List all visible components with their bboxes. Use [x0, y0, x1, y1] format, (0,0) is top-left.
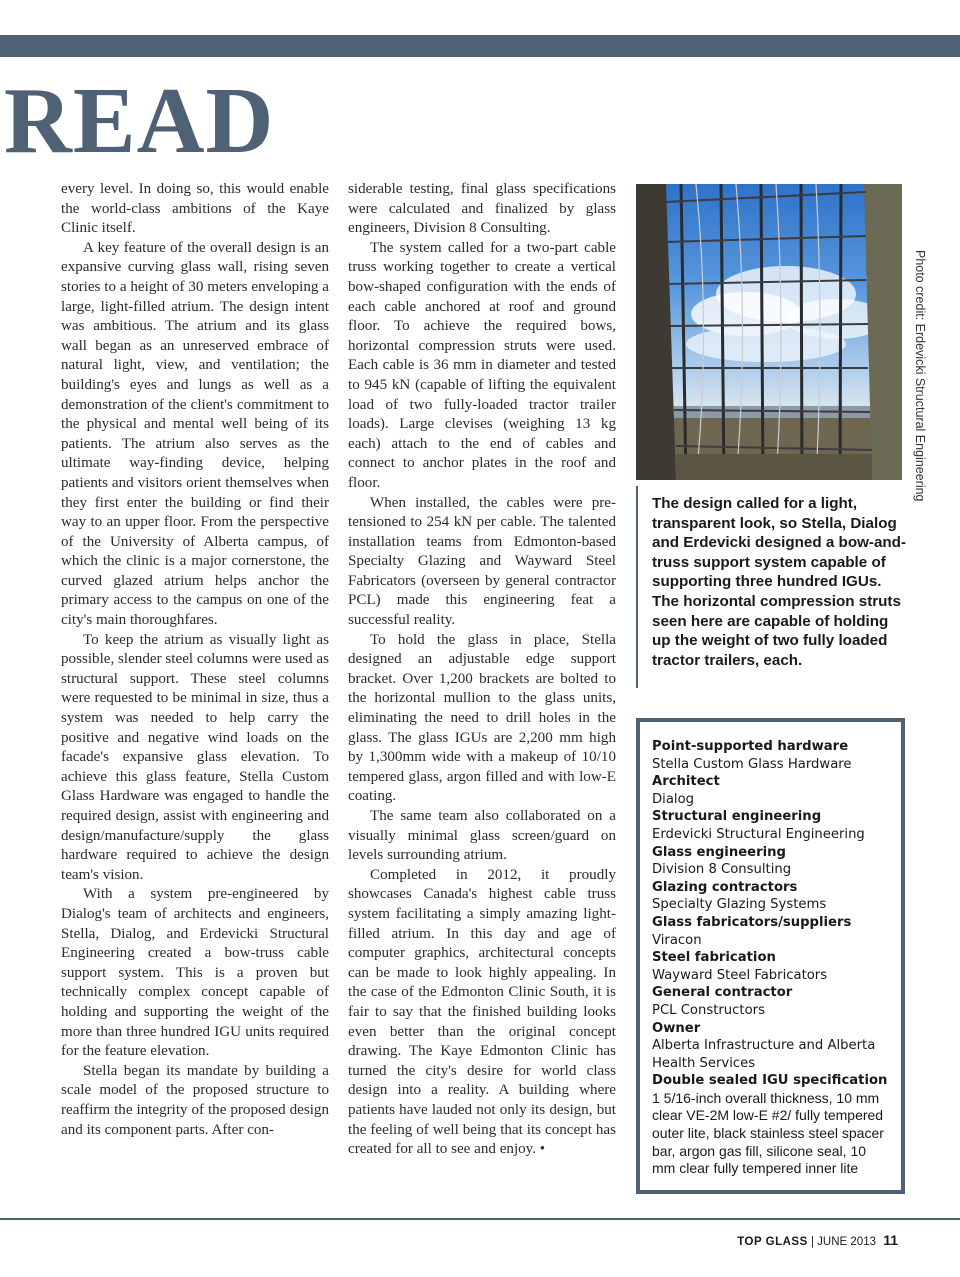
- paragraph: To keep the atrium as visually light as possible, slender steel columns were used as structural support. These steel columns were requested to be minimal in size, thus a system was needed to help carry the positive and negative wind loads on the facade's expansive glass elevation. To achieve this glass feature, Stella Custom Glass Hardware was engaged to handle the required design, assist with engineering and design/manufacture/supply the glass hardware required to achieve the design team's vision.: [61, 631, 329, 883]
- credit-item: Double sealed IGU specification 1 5/16-inch overall thickness, 10 mm clear VE-2M low-E #2/ fully tempered outer lite, black stainless steel spacer bar, argon gas fill, silicone seal, 10 mm clear fully tempered inner lite: [652, 1073, 888, 1177]
- paragraph: siderable testing, final glass specifications were calculated and finalized by glass engineers, Division 8 Consulting.: [348, 181, 616, 237]
- article-column-2: [348, 180, 616, 1160]
- paragraph: With a system pre-engineered by Dialog's team of architects and engineers, Stella, Dialog, and Erdevicki Structural Engineering created a bow-truss cable support system. This is a proven but technically complex concept capable of holding and supporting the weight of the more than three hundred IGU units required for the feature elevation.: [61, 886, 329, 1060]
- paragraph: Stella began its mandate by building a scale model of the proposed structure to reaffirm the integrity of the proposed design and its component parts. After con-: [61, 1062, 329, 1138]
- page-number: 11: [883, 1232, 898, 1248]
- credit-item: General contractor PCL Constructors: [652, 985, 793, 1018]
- paragraph: every level. In doing so, this would enable the world-class ambitions of the Kaye Clinic itself.: [61, 181, 329, 237]
- section-kicker: READ: [4, 69, 275, 173]
- paragraph: The system called for a two-part cable truss working together to create a vertical bow-shaped configuration with the ends of each cable anchored at roof and ground floor. To achieve the required bows, horizontal compression struts were used. Each cable is 36 mm in diameter and tested to 945 kN (capable of lifting the equivalent load of two fully-loaded tractor trailer loads). Large clevises (weighing 13 kg each) attach to the end of cables and connect to anchor plates in the roof and floor.: [348, 239, 616, 491]
- credit-item: Owner Alberta Infrastructure and Alberta Health Services: [652, 1020, 876, 1071]
- credit-item: Point-supported hardware Stella Custom Glass Hardware: [652, 739, 852, 772]
- paragraph: Completed in 2012, it proudly showcases Canada's highest cable truss system facilitating a simply amazing light-filled atrium. In this day and age of computer graphics, architectural concepts can be made to look highly appealing. In the case of the Edmonton Clinic South, it is fair to say that the finished building looks even better than the original concept drawing. The Kaye Edmonton Clinic has turned the city's desire for world class design into a reality. A building where patients have lauded not only its design, but the feeling of well being that its concept has created for all to see and enjoy. •: [348, 866, 616, 1158]
- credit-item: Glass fabricators/suppliers Viracon: [652, 914, 852, 948]
- atrium-photo-illustration: [636, 184, 902, 480]
- caption-rule: [636, 486, 638, 688]
- page-footer: [737, 1232, 898, 1248]
- article-column-1: [61, 180, 329, 1140]
- paragraph: When installed, the cables were pre-tensioned to 254 kN per cable. The talented installation teams from Edmonton-based Specialty Glazing and Wayward Steel Fabricators (overseen by general contractor PCL) made this engineering feat a successful reality.: [348, 494, 616, 629]
- footer-separator: |: [810, 1236, 814, 1248]
- photo-caption: The design called for a light, transparent look, so Stella, Dialog and Erdevicki designed a bow-and-truss support system capable of supporting three hundred IGUs. The horizontal compression struts seen here are capable of holding up the weight of two fully loaded tractor trailers, each.: [652, 495, 907, 669]
- magazine-name: TOP GLASS: [737, 1236, 808, 1248]
- credit-item: Glazing contractors Specialty Glazing Systems: [652, 879, 827, 913]
- issue-date: JUNE 2013: [817, 1236, 876, 1248]
- footer-rule: [0, 1218, 960, 1220]
- photo-credit: Photo credit: Erdevicki Structural Engineering: [913, 250, 927, 502]
- header-bar: [0, 35, 960, 57]
- project-credits-box: [636, 718, 905, 1194]
- atrium-photo: [636, 184, 902, 480]
- paragraph: The same team also collaborated on a visually minimal glass screen/guard on levels surrounding atrium.: [348, 808, 616, 864]
- credit-item: Glass engineering Division 8 Consulting: [652, 844, 792, 878]
- credit-item: Steel fabrication Wayward Steel Fabricators: [652, 950, 828, 983]
- paragraph: To hold the glass in place, Stella designed an adjustable edge support bracket. Over 1,200 brackets are bolted to the horizontal mullion to the glass units, eliminating the need to drill holes in the glass. The glass IGUs are 2,200 mm high by 1,300mm wide with a makeup of 10/10 tempered glass, argon filled and with low-E coating.: [348, 631, 616, 805]
- credit-item: Architect Dialog: [652, 774, 720, 807]
- paragraph: A key feature of the overall design is an expansive curving glass wall, rising seven stories to a height of 30 meters enveloping a large, light-filled atrium. The design intent was ambitious. The atrium and its glass wall began as an unreserved embrace of natural light, view, and ventilation; the building's eyes and lungs as well as a demonstration of the client's commitment to the physical and mental well being of its patients. The atrium also serves as the ultimate way-finding device, helping patients and visitors orient themselves when they first enter the building or find their way to an upper floor. From the perspective of the University of Alberta campus, of which the clinic is a major cornerstone, the curved glazed atrium helps anchor the primary access to the campus on one of the city's main thoroughfares.: [61, 239, 329, 629]
- credit-item: Structural engineering Erdevicki Structural Engineering: [652, 809, 865, 842]
